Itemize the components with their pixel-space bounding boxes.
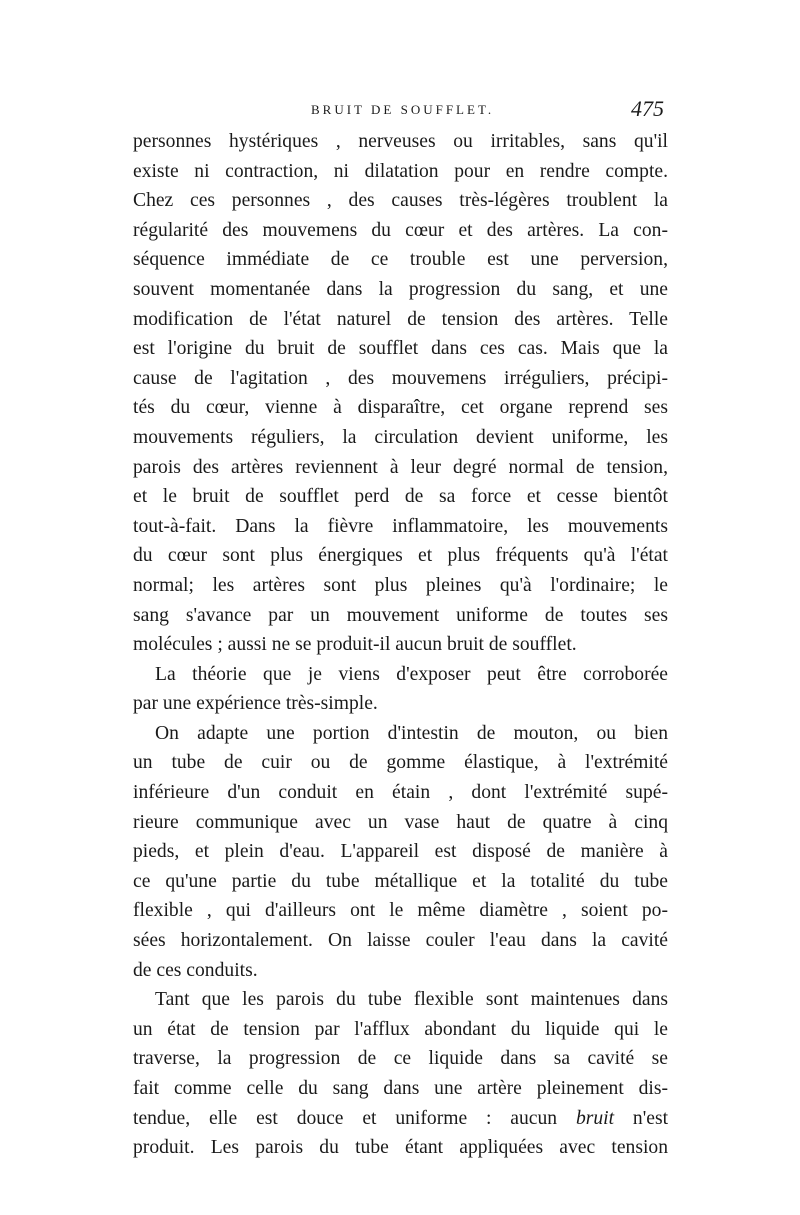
text-line: flexible , qui d'ailleurs ont le même diamètre , soient po- xyxy=(133,900,668,922)
text-line: molécules ; aussi ne se produit-il aucun bruit de soufflet. xyxy=(133,634,577,656)
text-line: mouvements réguliers, la circulation devient uniforme, les xyxy=(133,426,668,448)
text-line: et le bruit de soufflet perd de sa force et cesse bientôt xyxy=(133,486,668,508)
running-head xyxy=(133,98,668,128)
text-line: produit. Les parois du tube étant appliquées avec tension xyxy=(133,1137,668,1159)
text-line: fait comme celle du sang dans une artère pleinement dis- xyxy=(133,1078,668,1099)
text-line: La théorie que je viens d'exposer peut être corroborée xyxy=(155,663,668,685)
text-line: inférieure d'un conduit en étain , dont l'extrémité supé- xyxy=(133,782,668,804)
text-line: souvent momentanée dans la progression du sang, et une xyxy=(133,278,668,300)
text-line: Chez ces personnes , des causes très-légères troublent la xyxy=(133,190,668,212)
text-line: de ces conduits. xyxy=(133,959,258,981)
text-line: du cœur sont plus énergiques et plus fréquents qu'à l'état xyxy=(133,545,668,567)
text-line: tés du cœur, vienne à disparaître, cet organe reprend ses xyxy=(133,397,668,419)
text-line: régularité des mouvemens du cœur et des artères. La con- xyxy=(133,219,668,241)
page-number: 475 xyxy=(631,96,664,121)
text-line: existe ni contraction, ni dilatation pour en rendre compte. xyxy=(133,160,668,182)
text-line: rieure communique avec un vase haut de quatre à cinq xyxy=(133,811,668,833)
text-fragment: n'est xyxy=(632,1107,669,1129)
text-line: normal; les artères sont plus pleines qu'à l'ordinaire; le xyxy=(133,574,668,596)
text-line: cause de l'agitation , des mouvemens irréguliers, précipi- xyxy=(133,367,668,389)
text-line: On adapte une portion d'intestin de mouton, ou bien xyxy=(155,722,668,744)
body-text xyxy=(133,127,668,1163)
text-line-with-italic xyxy=(133,1104,668,1134)
text-line: personnes hystériques , nerveuses ou irritables, sans qu'il xyxy=(133,131,668,152)
text-line: par une expérience très-simple. xyxy=(133,693,378,715)
text-line: un état de tension par l'afflux abondant du liquide qui le xyxy=(133,1018,668,1040)
text-line: parois des artères reviennent à leur degré normal de tension, xyxy=(133,456,668,478)
text-line: traverse, la progression de ce liquide dans sa cavité se xyxy=(133,1048,668,1070)
text-line: modification de l'état naturel de tension des artères. Telle xyxy=(133,308,668,330)
text-fragment: tendue, elle est douce et uniforme : aucun xyxy=(133,1107,558,1129)
text-line: un tube de cuir ou de gomme élastique, à l'extrémité xyxy=(133,752,668,774)
text-line: séquence immédiate de ce trouble est une perversion, xyxy=(133,249,668,271)
text-line: sées horizontalement. On laisse couler l'eau dans la cavité xyxy=(133,930,668,952)
text-line: sang s'avance par un mouvement uniforme de toutes ses xyxy=(133,604,668,626)
text-line: ce qu'une partie du tube métallique et la totalité du tube xyxy=(133,870,668,892)
text-line: Tant que les parois du tube flexible sont maintenues dans xyxy=(155,989,668,1011)
text-line: tout-à-fait. Dans la fièvre inflammatoire, les mouvements xyxy=(133,515,668,537)
text-line: est l'origine du bruit de soufflet dans ces cas. Mais que la xyxy=(133,338,668,360)
italic-word: bruit xyxy=(575,1107,615,1129)
running-title: BRUIT DE SOUFFLET. xyxy=(311,102,495,117)
text-line: pieds, et plein d'eau. L'appareil est disposé de manière à xyxy=(133,841,668,863)
